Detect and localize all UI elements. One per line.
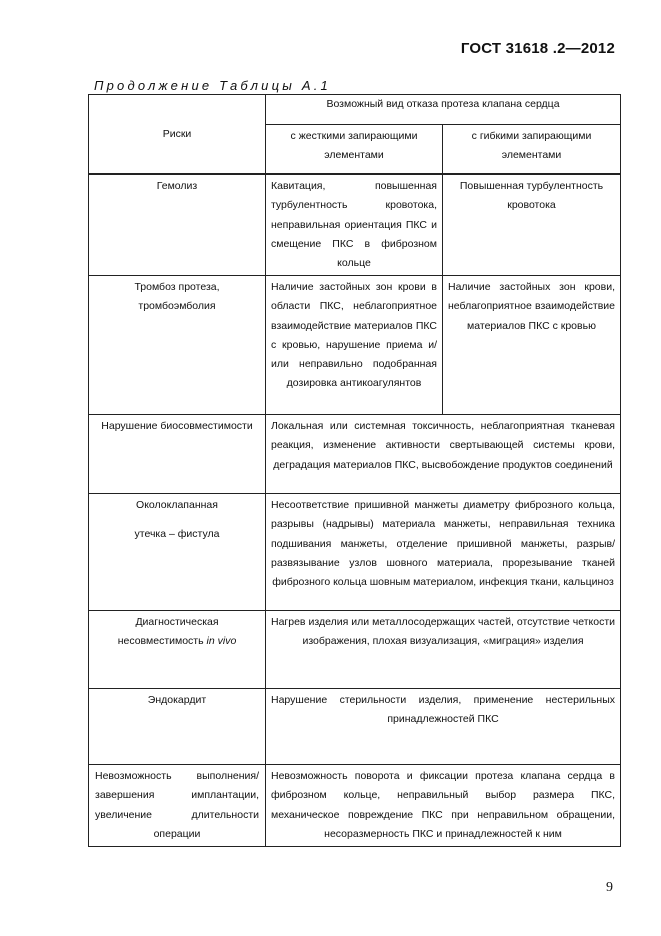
risk-cell [89, 611, 266, 689]
risk-text-line-1: Диагностическая несовместимость [117, 616, 219, 648]
header-flexible: с гибкими запирающими элементами [443, 125, 621, 175]
rigid-cell: Кавитация, повышенная турбулентность кровотока, неправильная ориентация ПКС и смещение ПКС в фиброзном кольце [266, 174, 443, 276]
risk-cell: Невозможность выполнения/завершения имплантации, увеличение длительности операции [89, 765, 266, 847]
header-rigid: с жесткими запирающими элементами [266, 125, 443, 175]
table-row [89, 174, 621, 276]
risk-table [88, 94, 621, 847]
table-row [89, 765, 621, 847]
risk-cell: Эндокардит [89, 689, 266, 765]
standard-number: ГОСТ 31618 .2—2012 [460, 40, 615, 57]
risk-text-line-1: Околоклапанная [136, 499, 218, 512]
table-row [89, 276, 621, 415]
failure-cell: Несоответствие пришивной манжеты диаметру фиброзного кольца, разрывы (надрывы) материала манжеты, неправильная техника подшивания манжеты, отделение пришивной манжеты, разрыв/развязывание узлов шовного материала, прорезывание тканей фиброзного кольца шовным материалом, инфекция ткани, кальциноз [266, 494, 621, 611]
risk-text-italic: in vivo [206, 635, 237, 648]
rigid-cell: Наличие застойных зон крови в области ПКС, неблагоприятное взаимодействие материалов ПКС с кровью, нарушение приема и/или неправильно подобранная дозировка антикоагулянтов [266, 276, 443, 415]
risk-cell: Гемолиз [89, 174, 266, 276]
failure-cell: Невозможность поворота и фиксации протеза клапана сердца в фиброзном кольце, неправильный выбор размера ПКС, механическое повреждение ПКС при неправильном обращении, несоразмерность ПКС и принадлежностей к ним [266, 765, 621, 847]
failure-cell: Локальная или системная токсичность, неблагоприятная тканевая реакция, изменение активности свертывающей системы крови, деградация материалов ПКС, высвобождение продуктов соединений [266, 415, 621, 494]
header-risks: Риски [89, 95, 266, 175]
risk-cell: Нарушение биосовместимости [89, 415, 266, 494]
failure-cell: Нагрев изделия или металлосодержащих частей, отсутствие четкости изображения, плохая визуализация, «миграция» изделия [266, 611, 621, 689]
risk-cell [89, 494, 266, 611]
table-row [89, 611, 621, 689]
header-failure-type: Возможный вид отказа протеза клапана сердца [266, 95, 621, 125]
table-caption: Продолжение Таблицы А.1 [94, 78, 331, 93]
table-header-row [89, 95, 621, 125]
table-row [89, 689, 621, 765]
page-number: 9 [606, 880, 613, 895]
flexible-cell: Повышенная турбулентность кровотока [443, 174, 621, 276]
risk-cell: Тромбоз протеза, тромбоэмболия [89, 276, 266, 415]
failure-cell: Нарушение стерильности изделия, применение нестерильных принадлежностей ПКС [266, 689, 621, 765]
risk-text-line-2: утечка – фистула [134, 528, 220, 541]
table-row [89, 494, 621, 611]
flexible-cell: Наличие застойных зон крови, неблагоприятное взаимодействие материалов ПКС с кровью [443, 276, 621, 415]
table-row [89, 415, 621, 494]
